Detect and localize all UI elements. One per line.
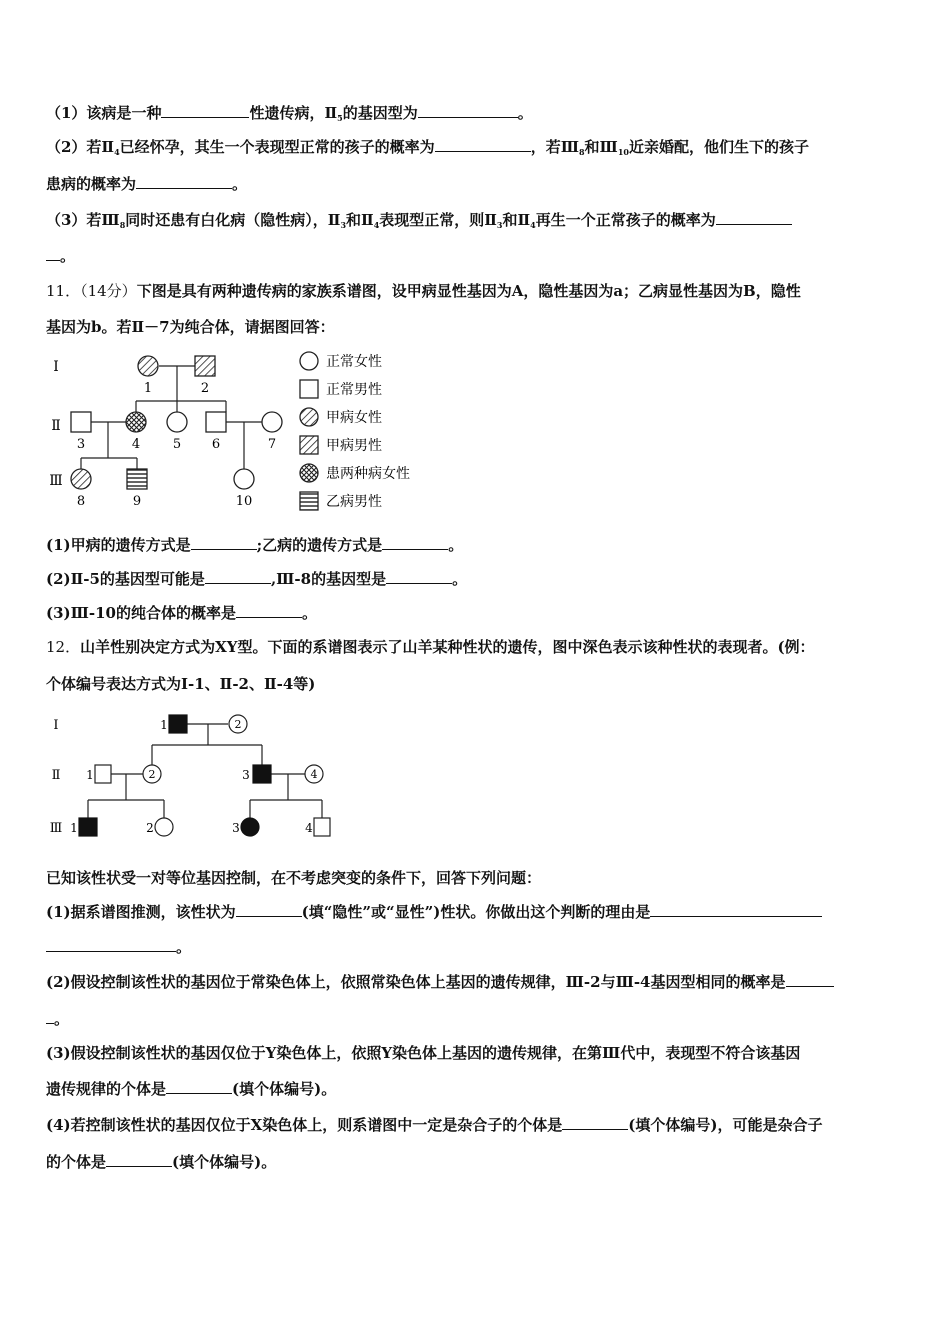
individual-id: 2	[200, 381, 210, 396]
legend-normal-male: 正常男性	[326, 382, 382, 398]
answer-blank[interactable]	[562, 1115, 628, 1130]
legend-normal-male-symbol	[300, 380, 318, 398]
legend-both-female: 患两种病女性	[326, 466, 410, 482]
q12-intro: 已知该性状受一对等位基因控制，在不考虑突变的条件下，回答下列问题：	[46, 869, 542, 887]
q10-part1: （1）该病是一种 性遗传病，$Ⅱ_5$的基因型为 。	[46, 104, 533, 123]
individual-id: 4	[131, 437, 141, 452]
q12-sub3: (3)假设控制该性状的基因仅位于Y染色体上，依照Y染色体上基因的遗传规律，在第Ⅲ代中，表现型不符合该基因	[46, 1044, 801, 1062]
answer-blank[interactable]	[386, 569, 452, 584]
legend-normal-female-symbol	[300, 352, 318, 370]
gen-label: Ⅰ	[53, 359, 59, 375]
q11-sub3: (3)Ⅲ-10的纯合体的概率是 。	[46, 604, 318, 622]
q12-sub2: (2)假设控制该性状的基因位于常染色体上，依照常染色体上基因的遗传规律，Ⅲ-2与Ⅲ-4基因型相同的概率是	[46, 972, 904, 992]
legend-disease-a-female: 甲病女性	[326, 410, 382, 426]
affected-male	[169, 715, 187, 733]
affected-male	[79, 818, 97, 836]
q10-part3: （3）若$Ⅲ_8$同时还患有白化病（隐性病），$Ⅱ_3$和$Ⅱ_4$表现型正常，则$Ⅱ_3$和$Ⅱ_4$再生一个正常孩子的概率为	[46, 210, 904, 235]
individual-id: 7	[267, 437, 277, 452]
individual-id: 6	[211, 437, 221, 452]
gen-label: Ⅲ	[49, 821, 63, 836]
answer-blank[interactable]	[716, 210, 792, 225]
answer-blank[interactable]	[191, 535, 257, 550]
individual-id: 1	[86, 768, 94, 782]
q12-stem: 12．山羊性别决定方式为XY型。下面的系谱图表示了山羊某种性状的遗传，图中深色表示该种性状的表现者。(例：	[46, 638, 815, 656]
individual-id: 4	[305, 821, 313, 835]
answer-blank[interactable]	[106, 1152, 172, 1167]
female-disease-a	[138, 356, 158, 376]
q12-sub2-cont: 。	[46, 1009, 904, 1029]
q11-stem-cont: 基因为b。若Ⅱ－7为纯合体，请据图回答：	[46, 318, 335, 336]
individual-id: 3	[232, 821, 240, 835]
answer-blank[interactable]	[236, 902, 302, 917]
individual-id: 2	[234, 718, 242, 731]
female-both-diseases	[126, 412, 146, 432]
individual-id: 4	[310, 768, 318, 781]
female-normal	[167, 412, 187, 432]
individual-id: 1	[143, 381, 153, 396]
answer-blank[interactable]	[382, 535, 448, 550]
answer-blank[interactable]	[236, 603, 302, 618]
q11-sub2: (2)Ⅱ-5的基因型可能是 ,Ⅲ-8的基因型是 。	[46, 570, 468, 588]
individual-id: 3	[242, 768, 250, 782]
individual-id: 3	[76, 437, 86, 452]
female-normal	[262, 412, 282, 432]
individual-id: 1	[70, 821, 78, 835]
q12-sub1-cont: 。	[46, 937, 904, 957]
q12-sub3-cont: 遗传规律的个体是 (填个体编号)。	[46, 1080, 337, 1098]
answer-blank[interactable]	[136, 174, 232, 189]
q11-stem: 11．（14分）下图是具有两种遗传病的家族系谱图，设甲病显性基因为A，隐性基因为a；乙病显性基因为B，隐性	[46, 282, 801, 300]
affected-male	[253, 765, 271, 783]
individual-id: 8	[76, 494, 86, 509]
q12-sub4: (4)若控制该性状的基因仅位于X染色体上，则系谱图中一定是杂合子的个体是 (填个体编号)，可能是杂合子	[46, 1116, 823, 1134]
q10-part2: （2）若$Ⅱ_4$已经怀孕，其生一个表现型正常的孩子的概率为 ，若$Ⅲ_8$和$Ⅲ_{10}$近亲婚配，他们生下的孩子	[46, 138, 809, 157]
legend-disease-b-male: 乙病男性	[326, 494, 382, 510]
answer-blank[interactable]	[46, 937, 176, 952]
gen-label: Ⅱ	[51, 418, 61, 434]
answer-blank[interactable]	[166, 1079, 232, 1094]
answer-blank[interactable]	[435, 137, 531, 152]
answer-blank[interactable]	[650, 902, 822, 917]
affected-female	[241, 818, 259, 836]
male-disease-a	[195, 356, 215, 376]
individual-id: 1	[160, 718, 168, 732]
individual-id: 10	[235, 494, 253, 509]
normal-female	[155, 818, 173, 836]
legend-disease-a-male-symbol	[300, 436, 318, 454]
male-disease-b	[127, 469, 147, 489]
individual-id: 2	[148, 768, 156, 781]
individual-id: 9	[132, 494, 142, 509]
answer-blank[interactable]	[205, 569, 271, 584]
individual-id: 2	[146, 821, 154, 835]
individual-id: 5	[172, 437, 182, 452]
answer-blank[interactable]	[418, 103, 518, 118]
legend-normal-female: 正常女性	[326, 354, 382, 370]
q10-part3-cont: 。	[46, 246, 904, 266]
legend-disease-b-male-symbol	[300, 492, 318, 510]
normal-male	[314, 818, 330, 836]
male-normal	[206, 412, 226, 432]
q12-pedigree	[44, 708, 344, 843]
legend-disease-a-female-symbol	[300, 408, 318, 426]
female-disease-a	[71, 469, 91, 489]
q12-stem-cont: 个体编号表达方式为Ⅰ-1、Ⅱ-2、Ⅱ-4等)	[46, 675, 316, 693]
gen-label: Ⅲ	[49, 473, 63, 489]
q11-pedigree	[44, 345, 444, 515]
normal-male	[95, 765, 111, 783]
answer-blank[interactable]	[46, 1009, 54, 1024]
answer-blank[interactable]	[161, 103, 249, 118]
q12-sub4-cont: 的个体是 (填个体编号)。	[46, 1153, 277, 1171]
q10-part2-cont: 患病的概率为 。	[46, 175, 248, 193]
q11-sub1: (1)甲病的遗传方式是 ;乙病的遗传方式是 。	[46, 536, 464, 554]
male-normal	[71, 412, 91, 432]
answer-blank[interactable]	[46, 246, 60, 261]
legend-disease-a-male: 甲病男性	[326, 438, 382, 454]
female-normal	[234, 469, 254, 489]
answer-blank[interactable]	[786, 972, 834, 987]
gen-label: Ⅰ	[53, 718, 59, 733]
legend-both-female-symbol	[300, 464, 318, 482]
gen-label: Ⅱ	[51, 768, 61, 783]
q12-sub1: (1)据系谱图推测，该性状为 (填“隐性”或“显性”)性状。你做出这个判断的理由是	[46, 902, 904, 922]
